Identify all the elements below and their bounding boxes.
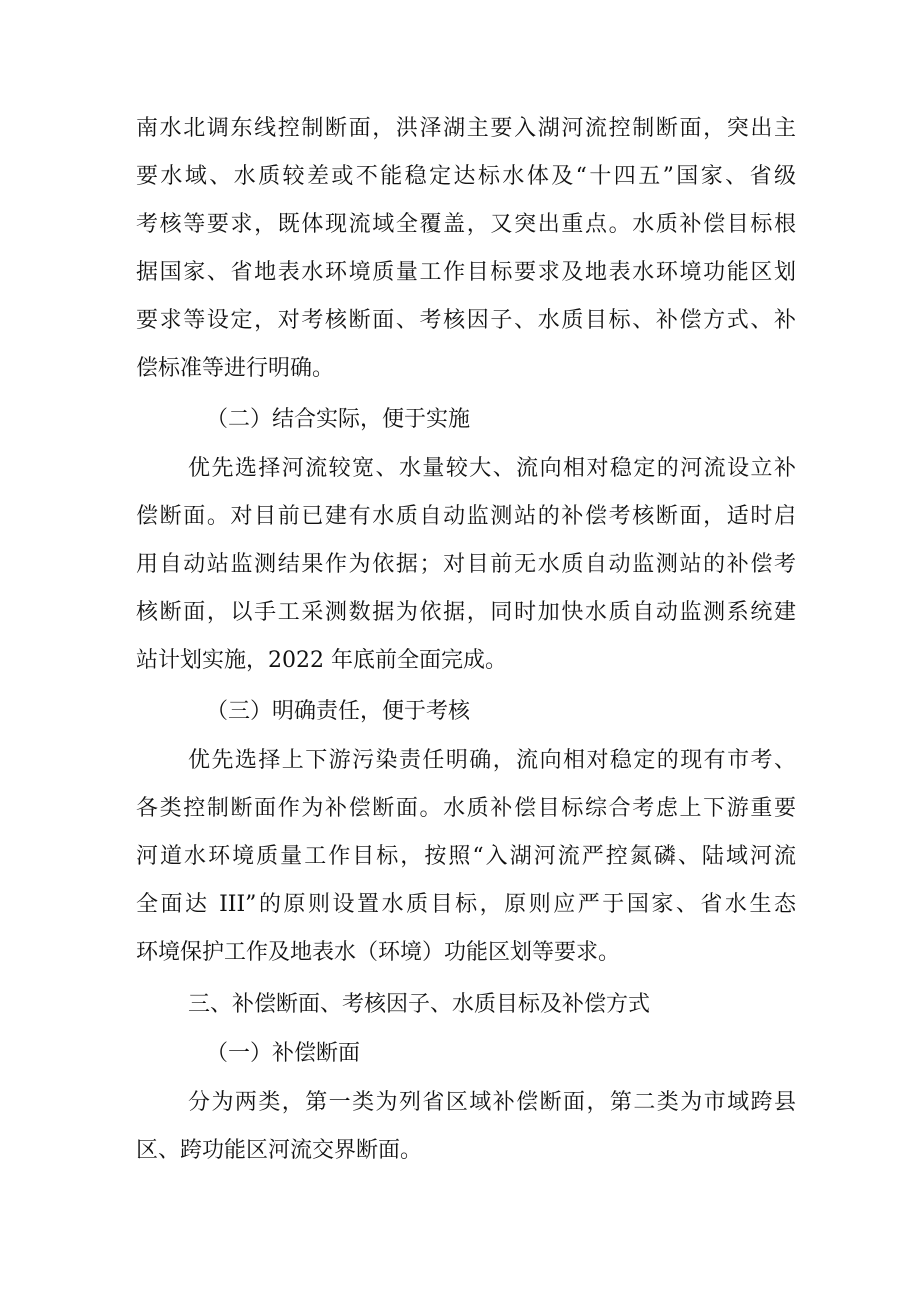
section-heading: （二）结合实际，便于实施 <box>206 407 471 432</box>
body-text-line: 考核等要求，既体现流域全覆盖，又突出重点。水质补偿目标根 <box>136 212 796 237</box>
chapter-heading: 三、补偿断面、考核因子、水质目标及补偿方式 <box>188 992 651 1017</box>
body-text-line: 各类控制断面作为补偿断面。水质补偿目标综合考虑上下游重要 <box>136 796 796 821</box>
body-text-line: 用自动站监测结果作为依据；对目前无水质自动监测站的补偿考 <box>136 552 796 577</box>
body-text-line: 区、跨功能区河流交界断面。 <box>136 1138 423 1163</box>
body-text-line: 据国家、省地表水环境质量工作目标要求及地表水环境功能区划 <box>136 260 796 285</box>
body-text-line: 站计划实施，2022 年底前全面完成。 <box>136 648 507 673</box>
body-text-line: 偿断面。对目前已建有水质自动监测站的补偿考核断面，适时启 <box>136 504 796 529</box>
body-text-line: 全面达 III”的原则设置水质目标，原则应严于国家、省水生态 <box>136 892 796 917</box>
paragraph-first-line: 优先选择河流较宽、水量较大、流向相对稳定的河流设立补 <box>188 456 796 481</box>
section-heading: （一）补偿断面 <box>206 1041 361 1066</box>
paragraph-first-line: 优先选择上下游污染责任明确，流向相对稳定的现有市考、 <box>188 748 796 773</box>
body-text-line: 核断面，以手工采测数据为依据，同时加快水质自动监测系统建 <box>136 600 796 625</box>
body-text-line: 要求等设定，对考核断面、考核因子、水质目标、补偿方式、补 <box>136 308 796 333</box>
body-text-line: 偿标准等进行明确。 <box>136 356 335 381</box>
body-text-line: 南水北调东线控制断面，洪泽湖主要入湖河流控制断面，突出主 <box>136 116 796 141</box>
paragraph-first-line: 分为两类，第一类为列省区域补偿断面，第二类为市域跨县 <box>188 1090 796 1115</box>
body-text-line: 要水域、水质较差或不能稳定达标水体及“十四五”国家、省级 <box>136 164 796 189</box>
section-heading: （三）明确责任，便于考核 <box>206 699 471 724</box>
body-text-line: 河道水环境质量工作目标，按照“入湖河流严控氮磷、陆域河流 <box>136 844 796 869</box>
body-text-line: 环境保护工作及地表水（环境）功能区划等要求。 <box>136 940 621 965</box>
